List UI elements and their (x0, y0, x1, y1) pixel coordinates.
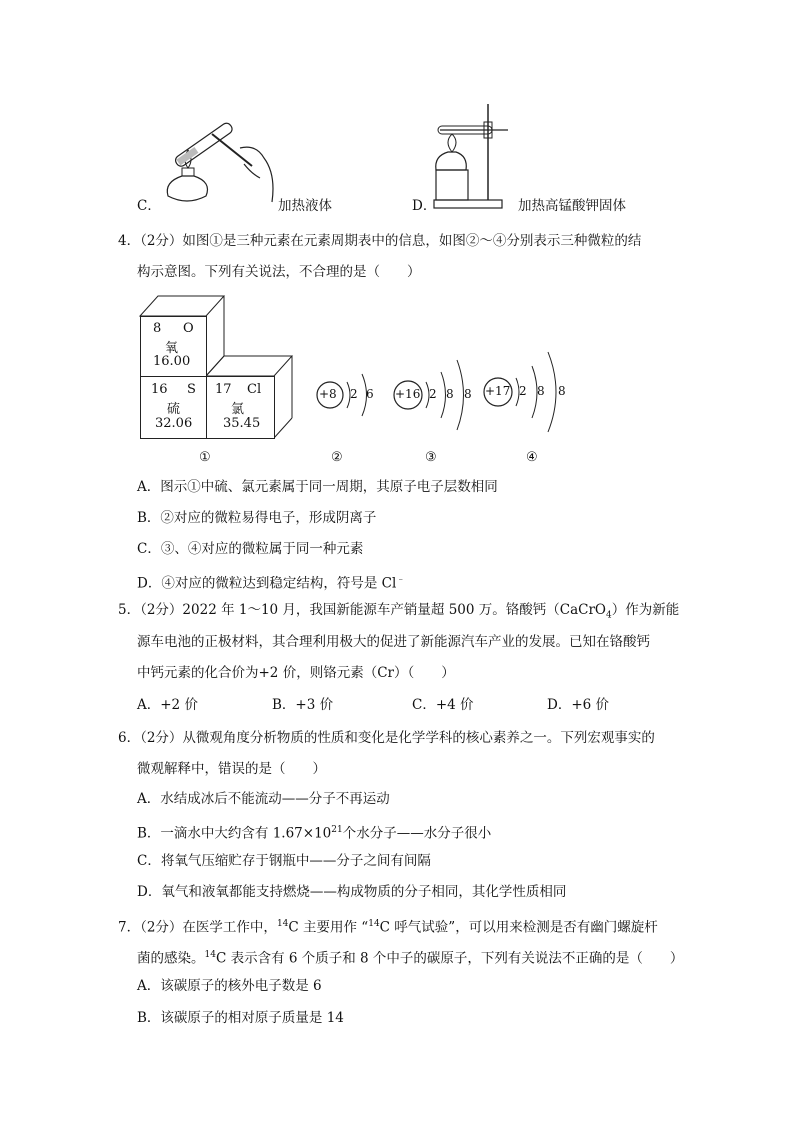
option-d-letter: D． (412, 198, 437, 214)
particle-diagram-3 (390, 350, 480, 440)
q5-option-b: B．+3 价 (272, 697, 334, 713)
q7-option-a: A．该碳原子的核外电子数是 6 (137, 978, 322, 994)
q4-option-b: B．②对应的微粒易得电子，形成阴离子 (137, 510, 377, 526)
shell-electrons: 2 (350, 387, 358, 401)
shell-electrons: 8 (446, 387, 454, 401)
figure-label-4: ④ (526, 450, 538, 465)
q7-option-b: B．该碳原子的相对原子质量是 14 (137, 1010, 344, 1026)
atomic-mass: 16.00 (153, 354, 191, 369)
particle-diagram-2 (310, 360, 382, 430)
option-c-caption: 加热液体 (278, 198, 332, 214)
element-symbol: O (183, 321, 194, 336)
atomic-number: 8 (153, 321, 162, 336)
q4-option-a: A．图示①中硫、氯元素属于同一周期，其原子电子层数相同 (137, 479, 498, 495)
nucleus-charge: +8 (319, 387, 337, 401)
q5-option-d: D．+6 价 (547, 697, 610, 713)
shell-electrons: 6 (366, 387, 374, 401)
q4-stem-line2: 构示意图。下列有关说法，不合理的是（ ） (137, 264, 421, 280)
figure-label-1: ① (199, 450, 211, 465)
q6-option-c: C．将氧气压缩贮存于钢瓶中——分子之间有间隔 (137, 853, 431, 869)
element-name: 硫 (167, 402, 181, 417)
q5-stem-line1: 5．（2分）2022 年 1～10 月，我国新能源车产销量超 500 万。铬酸钙（CaCrO$_4$）作为新能 (118, 602, 680, 621)
shell-electrons: 8 (558, 384, 566, 398)
shell-electrons: 8 (464, 387, 472, 401)
element-name: 氧 (165, 341, 179, 356)
element-symbol: Cl (247, 382, 262, 397)
option-c-letter: C． (137, 198, 161, 214)
q6-option-a: A．水结成冰后不能流动——分子不再运动 (137, 791, 390, 807)
q5-option-a: A．+2 价 (137, 697, 198, 713)
q6-stem-line2: 微观解释中，错误的是（ ） (137, 761, 326, 777)
atomic-mass: 35.45 (223, 416, 261, 431)
figure-c-heating-liquid (160, 118, 280, 210)
figure-label-3: ③ (425, 450, 437, 465)
q5-stem-line2: 源车电池的正极材料，其合理利用极大的促进了新能源汽车产业的发展。已知在铬酸钙 (137, 634, 650, 650)
option-d-caption: 加热高锰酸钾固体 (518, 198, 626, 214)
q4-stem-line1: 4．（2分）如图①是三种元素在元素周期表中的信息，如图②～④分别表示三种微粒的结 (118, 233, 642, 249)
q6-option-d: D．氧气和液氧都能支持燃烧——构成物质的分子相同，其化学性质相同 (137, 884, 567, 900)
q6-option-b: B．一滴水中大约含有 $1.67\times 10^{21}$个水分子——水分子很小 (137, 825, 492, 842)
periodic-table-figure (138, 292, 298, 442)
particle-diagram-4 (482, 342, 582, 442)
q6-stem-line1: 6．（2分）从微观角度分析物质的性质和变化是化学学科的核心素养之一。下列宏观事实的 (118, 730, 655, 746)
nucleus-charge: +17 (485, 384, 511, 398)
shell-electrons: 2 (519, 384, 527, 398)
q4-option-c: C．③、④对应的微粒属于同一种元素 (137, 541, 364, 557)
element-cell-chlorine (206, 376, 275, 439)
element-cell-oxygen (140, 316, 207, 377)
element-symbol: S (187, 382, 196, 397)
figure-label-2: ② (331, 450, 343, 465)
figure-d-heating-kmno4 (428, 100, 518, 212)
shell-electrons: 8 (537, 384, 545, 398)
q5-stem-line3: 中钙元素的化合价为+2 价，则铬元素（Cr）（ ） (137, 665, 455, 681)
shell-electrons: 2 (429, 387, 437, 401)
q4-option-d: D．④对应的微粒达到稳定结构，符号是 Cl﹣ (137, 575, 406, 592)
q7-stem-line1: 7．（2分）在医学工作中，$^{14}$C 主要用作 “$^{14}$C 呼气试验”，可以用来检测是否有幽门螺旋杆 (118, 919, 658, 936)
q5-option-c: C．+4 价 (412, 697, 474, 713)
q7-stem-line2: 菌的感染。$^{14}$C 表示含有 6 个质子和 8 个中子的碳原子，下列有关说法不正确的是（ ） (137, 950, 684, 967)
nucleus-charge: +16 (395, 387, 421, 401)
superscript-minus: ﹣ (396, 575, 406, 585)
element-cell-sulfur (140, 376, 207, 439)
atomic-number: 16 (151, 382, 168, 397)
atomic-mass: 32.06 (155, 416, 193, 431)
element-name: 氯 (231, 402, 245, 417)
atomic-number: 17 (215, 382, 232, 397)
